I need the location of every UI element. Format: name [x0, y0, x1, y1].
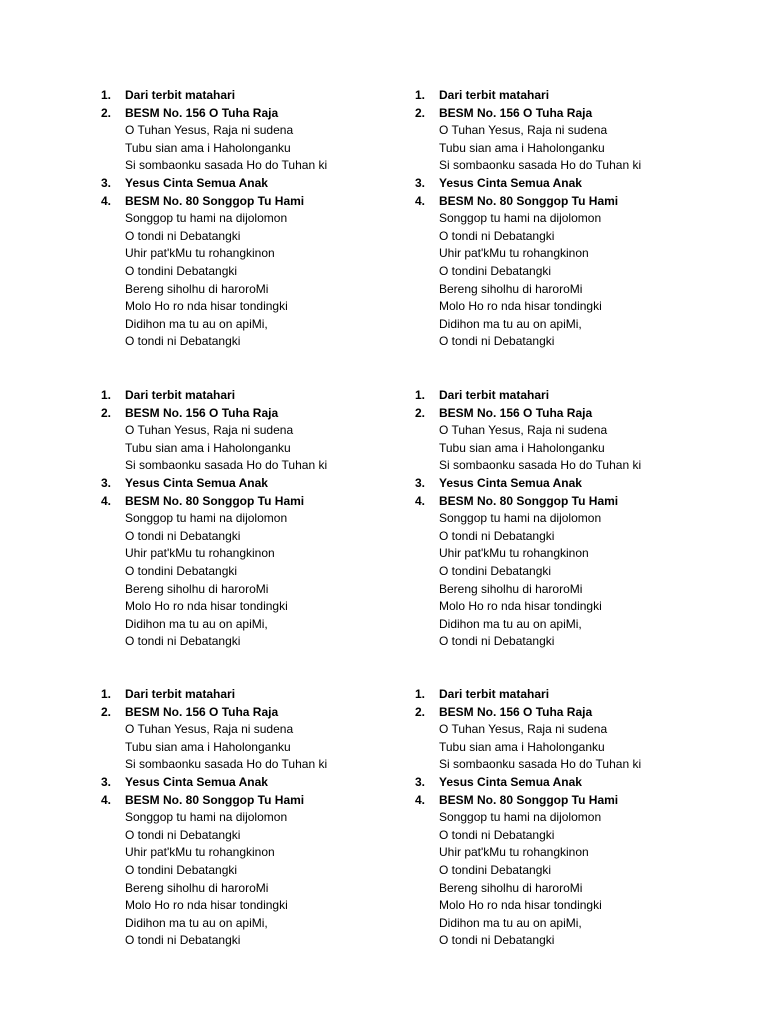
lyric-text: Tubu sian ama i Haholonganku — [439, 140, 605, 155]
lyric-text: O tondini Debatangki — [125, 563, 238, 578]
song-title-line — [97, 493, 397, 511]
lyric-line — [411, 862, 711, 880]
song-title-line — [411, 87, 711, 105]
lyric-text: Bereng siholhu di haroroMi — [439, 581, 583, 596]
lyric-line — [411, 210, 711, 228]
lyric-text: O tondini Debatangki — [125, 263, 238, 278]
song-list-block — [411, 686, 711, 950]
song-title: Yesus Cinta Semua Anak — [125, 175, 268, 190]
lyric-text: O tondi ni Debatangki — [125, 827, 241, 842]
lyric-text: Molo Ho ro nda hisar tondingki — [125, 299, 288, 314]
lyric-line — [97, 140, 397, 158]
lyric-line — [97, 827, 397, 845]
song-title: Dari terbit matahari — [125, 88, 236, 102]
lyric-line — [97, 563, 397, 581]
lyric-line — [97, 157, 397, 175]
lyric-text: Didihon ma tu au on apiMi, — [125, 316, 268, 331]
song-title-line — [411, 387, 711, 405]
song-title: Dari terbit matahari — [125, 388, 236, 402]
lyric-text: Molo Ho ro nda hisar tondingki — [125, 599, 288, 614]
lyric-text: Uhir pat'kMu tu rohangkinon — [439, 845, 589, 860]
lyric-text: O Tuhan Yesus, Raja ni sudena — [125, 123, 294, 138]
list-number: 1. — [415, 388, 426, 402]
lyric-line — [411, 897, 711, 915]
song-title-line — [97, 105, 397, 123]
lyric-line — [97, 422, 397, 440]
lyric-text: Didihon ma tu au on apiMi, — [439, 616, 582, 631]
lyric-line — [97, 581, 397, 599]
lyric-text: Bereng siholhu di haroroMi — [125, 581, 269, 596]
lyric-line — [411, 263, 711, 281]
lyric-line — [97, 633, 397, 651]
lyric-line — [411, 616, 711, 634]
lyric-line — [97, 510, 397, 528]
lyric-line — [411, 721, 711, 739]
list-number: 1. — [415, 687, 426, 701]
lyric-line — [411, 563, 711, 581]
lyric-text: Molo Ho ro nda hisar tondingki — [125, 898, 288, 913]
list-number: 2. — [101, 405, 112, 420]
lyric-line — [97, 281, 397, 299]
lyric-line — [411, 880, 711, 898]
song-list-block — [411, 87, 711, 351]
song-title-line — [411, 475, 711, 493]
song-title: Yesus Cinta Semua Anak — [125, 475, 268, 490]
lyric-line — [97, 245, 397, 263]
song-title: BESM No. 156 O Tuha Raja — [439, 105, 593, 120]
lyric-line — [97, 528, 397, 546]
lyric-text: O Tuhan Yesus, Raja ni sudena — [439, 722, 608, 737]
lyric-line — [411, 228, 711, 246]
song-title: BESM No. 156 O Tuha Raja — [125, 704, 279, 719]
lyric-text: Songgop tu hami na dijolomon — [125, 211, 288, 226]
lyric-text: Molo Ho ro nda hisar tondingki — [439, 299, 602, 314]
song-title: BESM No. 156 O Tuha Raja — [439, 704, 593, 719]
list-number: 4. — [415, 493, 426, 508]
song-title: Dari terbit matahari — [439, 687, 550, 701]
song-title-line — [411, 774, 711, 792]
song-title-line — [411, 175, 711, 193]
lyric-text: Uhir pat'kMu tu rohangkinon — [439, 546, 589, 561]
lyric-text: Tubu sian ama i Haholonganku — [125, 739, 291, 754]
lyric-text: Didihon ma tu au on apiMi, — [125, 616, 268, 631]
lyric-text: Molo Ho ro nda hisar tondingki — [439, 898, 602, 913]
lyric-text: Songgop tu hami na dijolomon — [125, 511, 288, 526]
lyric-text: Si sombaonku sasada Ho do Tuhan ki — [439, 757, 642, 772]
song-title-line — [97, 405, 397, 423]
lyric-text: Bereng siholhu di haroroMi — [125, 281, 269, 296]
lyric-line — [411, 157, 711, 175]
lyric-text: Bereng siholhu di haroroMi — [439, 281, 583, 296]
lyric-text: Si sombaonku sasada Ho do Tuhan ki — [439, 458, 642, 473]
lyric-line — [97, 598, 397, 616]
song-title: Dari terbit matahari — [439, 388, 550, 402]
lyric-text: O tondi ni Debatangki — [439, 933, 555, 948]
song-title-line — [411, 493, 711, 511]
list-number: 2. — [101, 704, 112, 719]
lyric-line — [411, 422, 711, 440]
song-title-line — [411, 193, 711, 211]
lyric-line — [411, 457, 711, 475]
lyric-line — [97, 915, 397, 933]
song-title-line — [97, 774, 397, 792]
song-title-line — [97, 704, 397, 722]
lyric-line — [411, 281, 711, 299]
lyric-text: O tondi ni Debatangki — [439, 827, 555, 842]
list-number: 1. — [101, 388, 112, 402]
lyric-line — [411, 827, 711, 845]
song-title: BESM No. 156 O Tuha Raja — [439, 405, 593, 420]
lyric-line — [411, 333, 711, 351]
lyric-text: Songgop tu hami na dijolomon — [439, 810, 602, 825]
song-title: BESM No. 80 Songgop Tu Hami — [125, 193, 305, 208]
song-title-line — [411, 105, 711, 123]
list-number: 3. — [101, 774, 112, 789]
song-title: BESM No. 156 O Tuha Raja — [125, 105, 279, 120]
lyric-text: Tubu sian ama i Haholonganku — [125, 140, 291, 155]
lyric-text: O tondi ni Debatangki — [439, 528, 555, 543]
lyric-line — [411, 756, 711, 774]
lyric-text: Tubu sian ama i Haholonganku — [125, 440, 291, 455]
lyric-text: Uhir pat'kMu tu rohangkinon — [125, 246, 275, 261]
list-number: 2. — [415, 704, 426, 719]
lyric-text: O tondini Debatangki — [125, 862, 238, 877]
lyric-line — [97, 440, 397, 458]
song-list-block — [411, 387, 711, 651]
lyric-text: Si sombaonku sasada Ho do Tuhan ki — [439, 158, 642, 173]
lyric-text: O tondini Debatangki — [439, 862, 552, 877]
list-number: 1. — [101, 687, 112, 701]
list-number: 2. — [415, 405, 426, 420]
lyric-line — [97, 932, 397, 950]
lyric-text: Songgop tu hami na dijolomon — [439, 511, 602, 526]
list-number: 3. — [415, 774, 426, 789]
list-number: 2. — [415, 105, 426, 120]
lyric-text: O Tuhan Yesus, Raja ni sudena — [125, 423, 294, 438]
lyric-text: O Tuhan Yesus, Raja ni sudena — [439, 123, 608, 138]
lyric-text: Uhir pat'kMu tu rohangkinon — [125, 845, 275, 860]
lyric-line — [97, 263, 397, 281]
lyric-line — [411, 298, 711, 316]
song-title: BESM No. 80 Songgop Tu Hami — [439, 493, 619, 508]
lyric-text: Didihon ma tu au on apiMi, — [439, 915, 582, 930]
lyric-line — [97, 228, 397, 246]
lyric-line — [97, 897, 397, 915]
song-title: Yesus Cinta Semua Anak — [125, 774, 268, 789]
song-title-line — [97, 792, 397, 810]
song-title: BESM No. 80 Songgop Tu Hami — [439, 792, 619, 807]
lyric-line — [411, 915, 711, 933]
lyric-text: Didihon ma tu au on apiMi, — [125, 915, 268, 930]
lyric-line — [411, 598, 711, 616]
lyric-line — [97, 739, 397, 757]
song-title: BESM No. 80 Songgop Tu Hami — [125, 493, 305, 508]
song-title: Yesus Cinta Semua Anak — [439, 774, 582, 789]
lyric-line — [411, 245, 711, 263]
list-number: 3. — [101, 475, 112, 490]
list-number: 1. — [415, 88, 426, 102]
lyric-text: Si sombaonku sasada Ho do Tuhan ki — [125, 158, 328, 173]
song-title-line — [411, 704, 711, 722]
song-title-line — [97, 87, 397, 105]
lyric-line — [97, 862, 397, 880]
lyric-line — [411, 581, 711, 599]
lyric-text: O tondi ni Debatangki — [125, 933, 241, 948]
list-number: 3. — [101, 175, 112, 190]
song-list-block — [97, 87, 397, 351]
lyric-text: Tubu sian ama i Haholonganku — [439, 739, 605, 754]
song-title-line — [97, 387, 397, 405]
song-title-line — [411, 792, 711, 810]
lyric-text: Uhir pat'kMu tu rohangkinon — [125, 546, 275, 561]
song-list-block — [97, 387, 397, 651]
lyric-text: O tondi ni Debatangki — [125, 528, 241, 543]
lyric-text: O tondi ni Debatangki — [439, 228, 555, 243]
lyric-line — [97, 545, 397, 563]
lyric-line — [97, 880, 397, 898]
lyric-line — [411, 545, 711, 563]
list-number: 1. — [101, 88, 112, 102]
lyric-text: O tondini Debatangki — [439, 263, 552, 278]
lyric-text: O tondi ni Debatangki — [125, 634, 241, 649]
lyric-line — [97, 457, 397, 475]
list-number: 4. — [415, 792, 426, 807]
lyric-line — [97, 333, 397, 351]
lyric-text: Bereng siholhu di haroroMi — [125, 880, 269, 895]
song-title-line — [411, 405, 711, 423]
lyric-text: O Tuhan Yesus, Raja ni sudena — [439, 423, 608, 438]
lyric-line — [97, 210, 397, 228]
lyric-line — [411, 140, 711, 158]
lyric-text: O tondini Debatangki — [439, 563, 552, 578]
lyric-text: Uhir pat'kMu tu rohangkinon — [439, 246, 589, 261]
lyric-line — [411, 510, 711, 528]
list-number: 4. — [101, 493, 112, 508]
lyric-line — [97, 809, 397, 827]
lyric-line — [97, 616, 397, 634]
song-title-line — [411, 686, 711, 704]
lyric-line — [97, 844, 397, 862]
lyric-line — [411, 440, 711, 458]
lyric-line — [411, 809, 711, 827]
list-number: 3. — [415, 175, 426, 190]
song-title: Dari terbit matahari — [125, 687, 236, 701]
lyric-text: O tondi ni Debatangki — [439, 634, 555, 649]
song-title-line — [97, 175, 397, 193]
lyric-text: O tondi ni Debatangki — [439, 334, 555, 349]
lyric-text: Si sombaonku sasada Ho do Tuhan ki — [125, 458, 328, 473]
lyric-line — [411, 633, 711, 651]
lyric-text: O tondi ni Debatangki — [125, 334, 241, 349]
lyric-line — [411, 739, 711, 757]
lyric-line — [411, 932, 711, 950]
song-title-line — [97, 686, 397, 704]
song-title: BESM No. 80 Songgop Tu Hami — [439, 193, 619, 208]
lyric-text: O tondi ni Debatangki — [125, 228, 241, 243]
song-title-line — [97, 475, 397, 493]
list-number: 4. — [415, 193, 426, 208]
lyric-line — [411, 528, 711, 546]
list-number: 2. — [101, 105, 112, 120]
lyric-text: Didihon ma tu au on apiMi, — [439, 316, 582, 331]
song-title-line — [97, 193, 397, 211]
lyric-line — [411, 122, 711, 140]
song-title: Yesus Cinta Semua Anak — [439, 175, 582, 190]
lyric-line — [97, 721, 397, 739]
song-list-block — [97, 686, 397, 950]
list-number: 3. — [415, 475, 426, 490]
lyric-text: O Tuhan Yesus, Raja ni sudena — [125, 722, 294, 737]
list-number: 4. — [101, 193, 112, 208]
lyric-line — [97, 756, 397, 774]
lyric-text: Si sombaonku sasada Ho do Tuhan ki — [125, 757, 328, 772]
lyric-line — [97, 122, 397, 140]
song-title: BESM No. 80 Songgop Tu Hami — [125, 792, 305, 807]
lyric-line — [411, 844, 711, 862]
lyric-text: Bereng siholhu di haroroMi — [439, 880, 583, 895]
lyric-text: Songgop tu hami na dijolomon — [439, 211, 602, 226]
lyric-text: Tubu sian ama i Haholonganku — [439, 440, 605, 455]
song-title: BESM No. 156 O Tuha Raja — [125, 405, 279, 420]
song-title: Dari terbit matahari — [439, 88, 550, 102]
lyric-text: Molo Ho ro nda hisar tondingki — [439, 599, 602, 614]
lyric-line — [97, 316, 397, 334]
lyric-line — [97, 298, 397, 316]
lyric-line — [411, 316, 711, 334]
lyric-text: Songgop tu hami na dijolomon — [125, 810, 288, 825]
song-title: Yesus Cinta Semua Anak — [439, 475, 582, 490]
list-number: 4. — [101, 792, 112, 807]
